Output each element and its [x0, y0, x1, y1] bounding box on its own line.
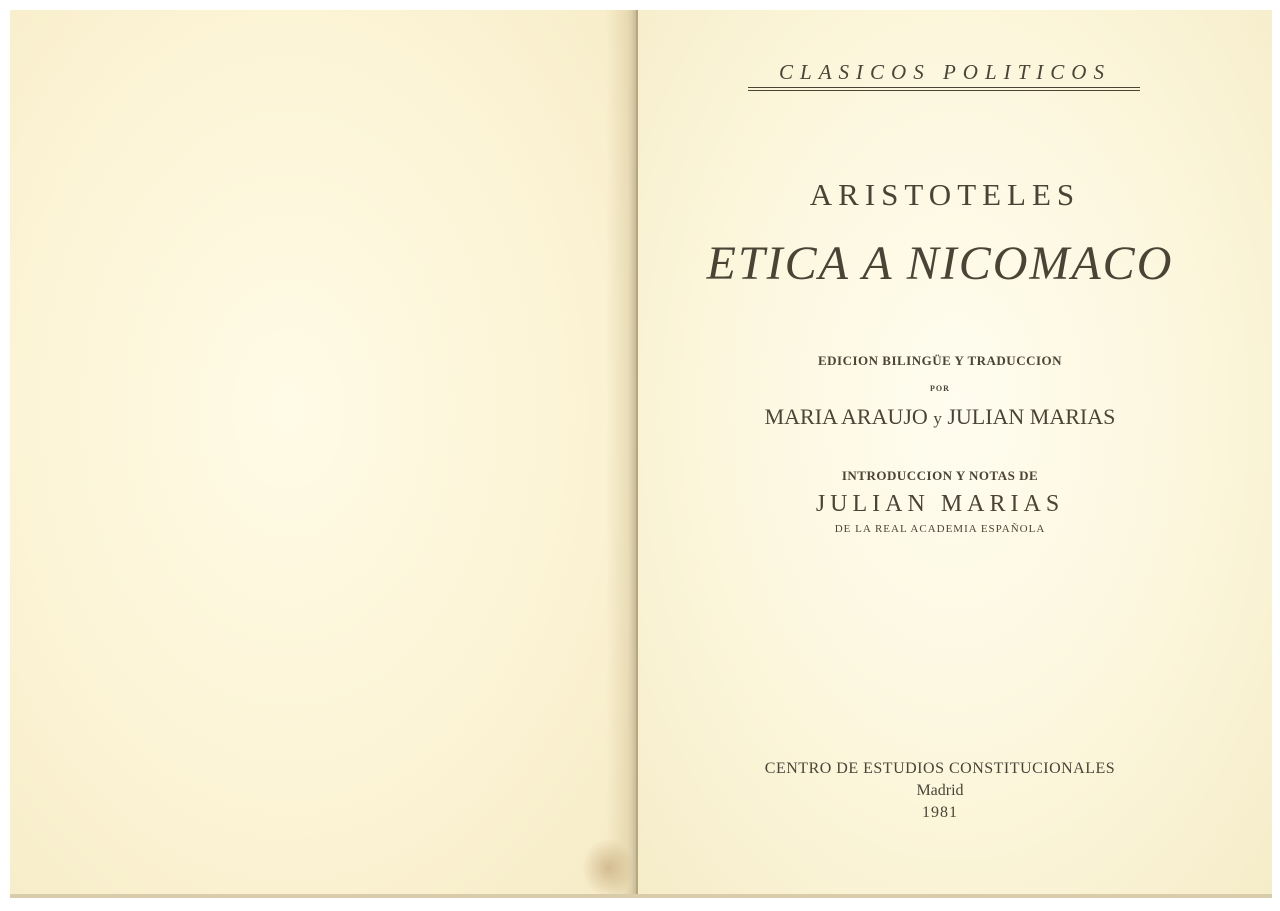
publisher: CENTRO DE ESTUDIOS CONSTITUCIONALES: [764, 760, 1116, 777]
author-affiliation: DE LA REAL ACADEMIA ESPAÑOLA: [834, 523, 1046, 535]
series-double-rule: [748, 87, 1140, 91]
edition-subtitle: EDICION BILINGÜE Y TRADUCCION: [817, 353, 1063, 368]
translator-second: JULIAN MARIAS: [947, 404, 1116, 429]
intro-author: JULIAN MARIAS: [815, 491, 1065, 517]
translators: [700, 404, 1180, 430]
author-name: ARISTOTELES: [809, 177, 1081, 212]
paper-stain: [582, 838, 634, 898]
page-bottom-edge: [10, 894, 1272, 898]
series-name: CLASICOS POLITICOS: [779, 60, 1111, 84]
intro-label: INTRODUCCION Y NOTAS DE: [841, 468, 1039, 483]
publication-year: 1981: [922, 804, 958, 821]
book-title: ETICA A NICOMACO: [706, 237, 1174, 290]
translator-conjunction: y: [933, 409, 942, 428]
by-label: POR: [930, 384, 950, 393]
translator-first: MARIA ARAUJO: [764, 404, 928, 429]
left-blank-page: [10, 10, 630, 898]
publication-place: Madrid: [916, 782, 964, 799]
